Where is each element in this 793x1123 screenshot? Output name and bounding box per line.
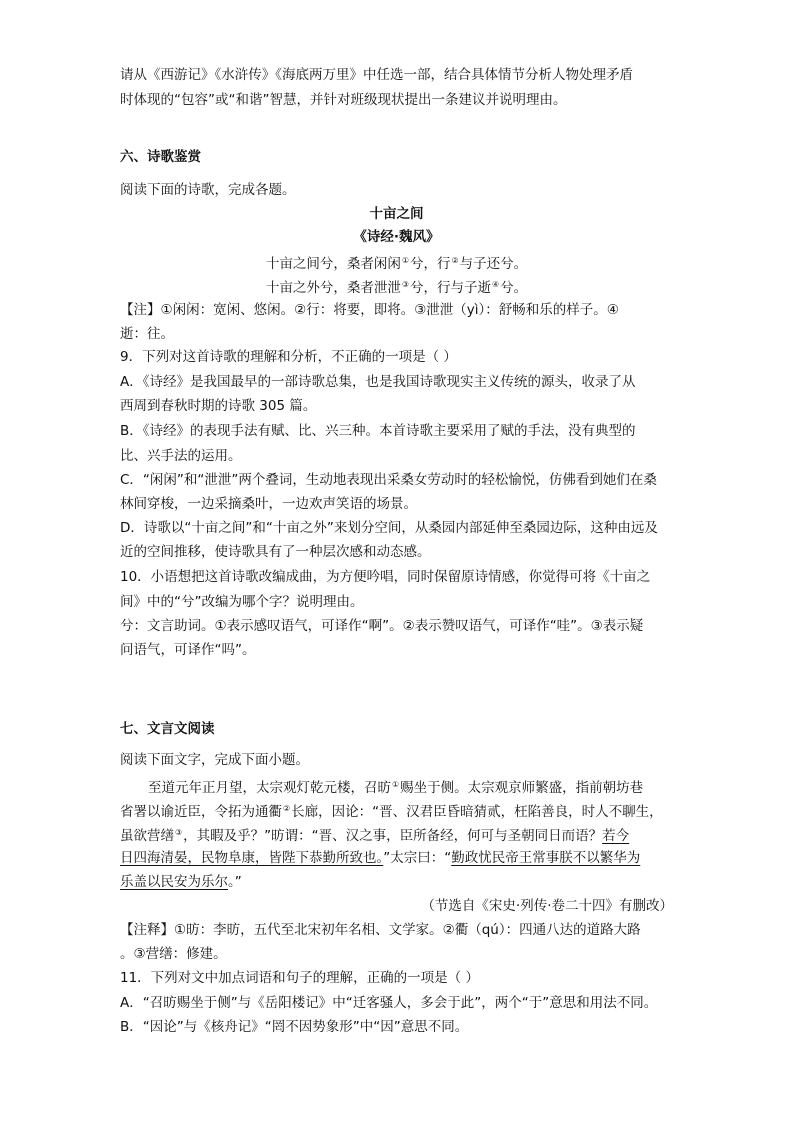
q11-option-a: A．“召昉赐坐于侧”与《岳阳楼记》中“迁客骚人，多会于此”，两个“于”意思和用法不同。 <box>120 995 658 1011</box>
poem-title: 十亩之间 <box>369 206 424 222</box>
passage-line-1: 至道元年正月望，太宗观灯乾元楼，召昉①赐坐于侧。太宗观京师繁盛，指前朝坊巷 <box>148 780 644 796</box>
q9-option-b-line-2: 比、兴手法的运用。 <box>120 448 242 464</box>
q11-option-b: B．“因论”与《核舟记》“罔不因势象形”中“因”意思不同。 <box>120 1019 469 1035</box>
section-heading-poetry: 六、诗歌鉴赏 <box>120 149 201 165</box>
underlined-sentence: 乐盖以民安为乐尔 <box>120 874 228 890</box>
footnote-marker: ③ <box>401 280 409 289</box>
intro-line-1: 请从《西游记》《水浒传》《海底两万里》中任选一部，结合具体情节分析人物处理矛盾 <box>120 67 633 83</box>
classical-instruction: 阅读下面文字，完成下面小题。 <box>120 752 309 768</box>
intro-line-2: 时体现的“包容”或“和谐”智慧，并针对班级现状提出一条建议并说明理由。 <box>120 92 567 108</box>
q9-option-a-line-1: A．《诗经》是我国最早的一部诗歌总集，也是我国诗歌现实主义传统的源头，收录了从 <box>120 374 636 390</box>
q9-option-d-line-1: D．诗歌以“十亩之间”和“十亩之外”来划分空间，从桑园内部延伸至桑园边际，这种由远及 <box>120 520 658 536</box>
underlined-sentence: 日四海清晏，民物阜康，皆陛下恭勤所致也。 <box>120 850 384 866</box>
classical-note-line-2: 。③营缮：修建。 <box>120 946 227 962</box>
question-11: 11．下列对文中加点词语和句子的理解，正确的一项是（ ） <box>120 970 479 986</box>
poetry-instruction: 阅读下面的诗歌，完成各题。 <box>120 182 296 198</box>
underlined-sentence: 若今 <box>602 828 630 844</box>
passage-line-2: 省署以谕近臣，令拓为通衢②长廊，因论：“晋、汉君臣昏暗猜贰，枉陷善良，时人不聊生， <box>120 804 663 820</box>
footnote-marker: ③ <box>175 828 183 837</box>
classical-note-line-1: 【注释】①昉：李昉，五代至北宋初年名相、文学家。②衢（qú）：四通八达的道路大路 <box>120 922 641 938</box>
q10-hint-line-2: 问语气，可译作“吗”。 <box>120 642 256 658</box>
underlined-sentence: 勤政忧民帝王常事朕不以繁华为 <box>451 850 641 866</box>
question-9: 9．下列对这首诗歌的理解和分析，不正确的一项是（ ） <box>120 349 457 365</box>
footnote-marker: ① <box>392 780 400 789</box>
question-10-line-2: 间》中的“兮”改编为哪个字？说明理由。 <box>120 594 364 610</box>
question-10-line-1: 10．小语想把这首诗歌改编成曲，为方便吟唱，同时保留原诗情感，你觉得可将《十亩之 <box>120 569 651 585</box>
q9-option-a-line-2: 西周到春秋时期的诗歌 305 篇。 <box>120 398 317 414</box>
passage-source: （节选自《宋史·列传·卷二十四》有删改） <box>421 898 673 914</box>
q9-option-b-line-1: B．《诗经》的表现手法有赋、比、兴三种。本首诗歌主要采用了赋的手法，没有典型的 <box>120 423 636 439</box>
footnote-marker: ② <box>283 804 291 813</box>
q9-option-c-line-2: 林间穿梭，一边采摘桑叶，一边欢声笑语的场景。 <box>120 496 417 512</box>
section-heading-classical: 七、文言文阅读 <box>120 721 215 737</box>
poem-note-line-1: 【注】①闲闲：宽闲、悠闲。②行：将要，即将。③泄泄（yì）：舒畅和乐的样子。④ <box>120 302 619 318</box>
q9-option-d-line-2: 近的空间推移，使诗歌具有了一种层次感和动态感。 <box>120 544 431 560</box>
poem-source: 《诗经·魏风》 <box>353 229 440 245</box>
footnote-marker: ② <box>451 256 459 265</box>
footnote-marker: ① <box>401 256 409 265</box>
passage-line-3: 虽欲营缮③，其暇及乎？”昉谓：“晋、汉之事，臣所备经，何可与圣朝同日而语？若今 <box>120 828 630 844</box>
q9-option-c-line-1: C．“闲闲”和“泄泄”两个叠词，生动地表现出采桑女劳动时的轻松愉悦，仿佛看到她们在桑 <box>120 472 657 488</box>
passage-line-4: 日四海清晏，民物阜康，皆陛下恭勤所致也。”太宗曰：“勤政忧民帝王常事朕不以繁华为 <box>120 850 641 866</box>
footnote-marker: ④ <box>492 280 500 289</box>
q10-hint-line-1: 兮：文言助词。①表示感叹语气，可译作“啊”。②表示赞叹语气，可译作“哇”。③表示疑 <box>120 618 644 634</box>
poem-verse-2: 十亩之外兮，桑者泄泄③兮，行与子逝④兮。 <box>265 280 528 296</box>
passage-line-5: 乐盖以民安为乐尔。” <box>120 874 242 890</box>
poem-note-line-2: 逝：往。 <box>120 326 174 342</box>
poem-verse-1: 十亩之间兮，桑者闲闲①兮，行②与子还兮。 <box>265 256 528 272</box>
